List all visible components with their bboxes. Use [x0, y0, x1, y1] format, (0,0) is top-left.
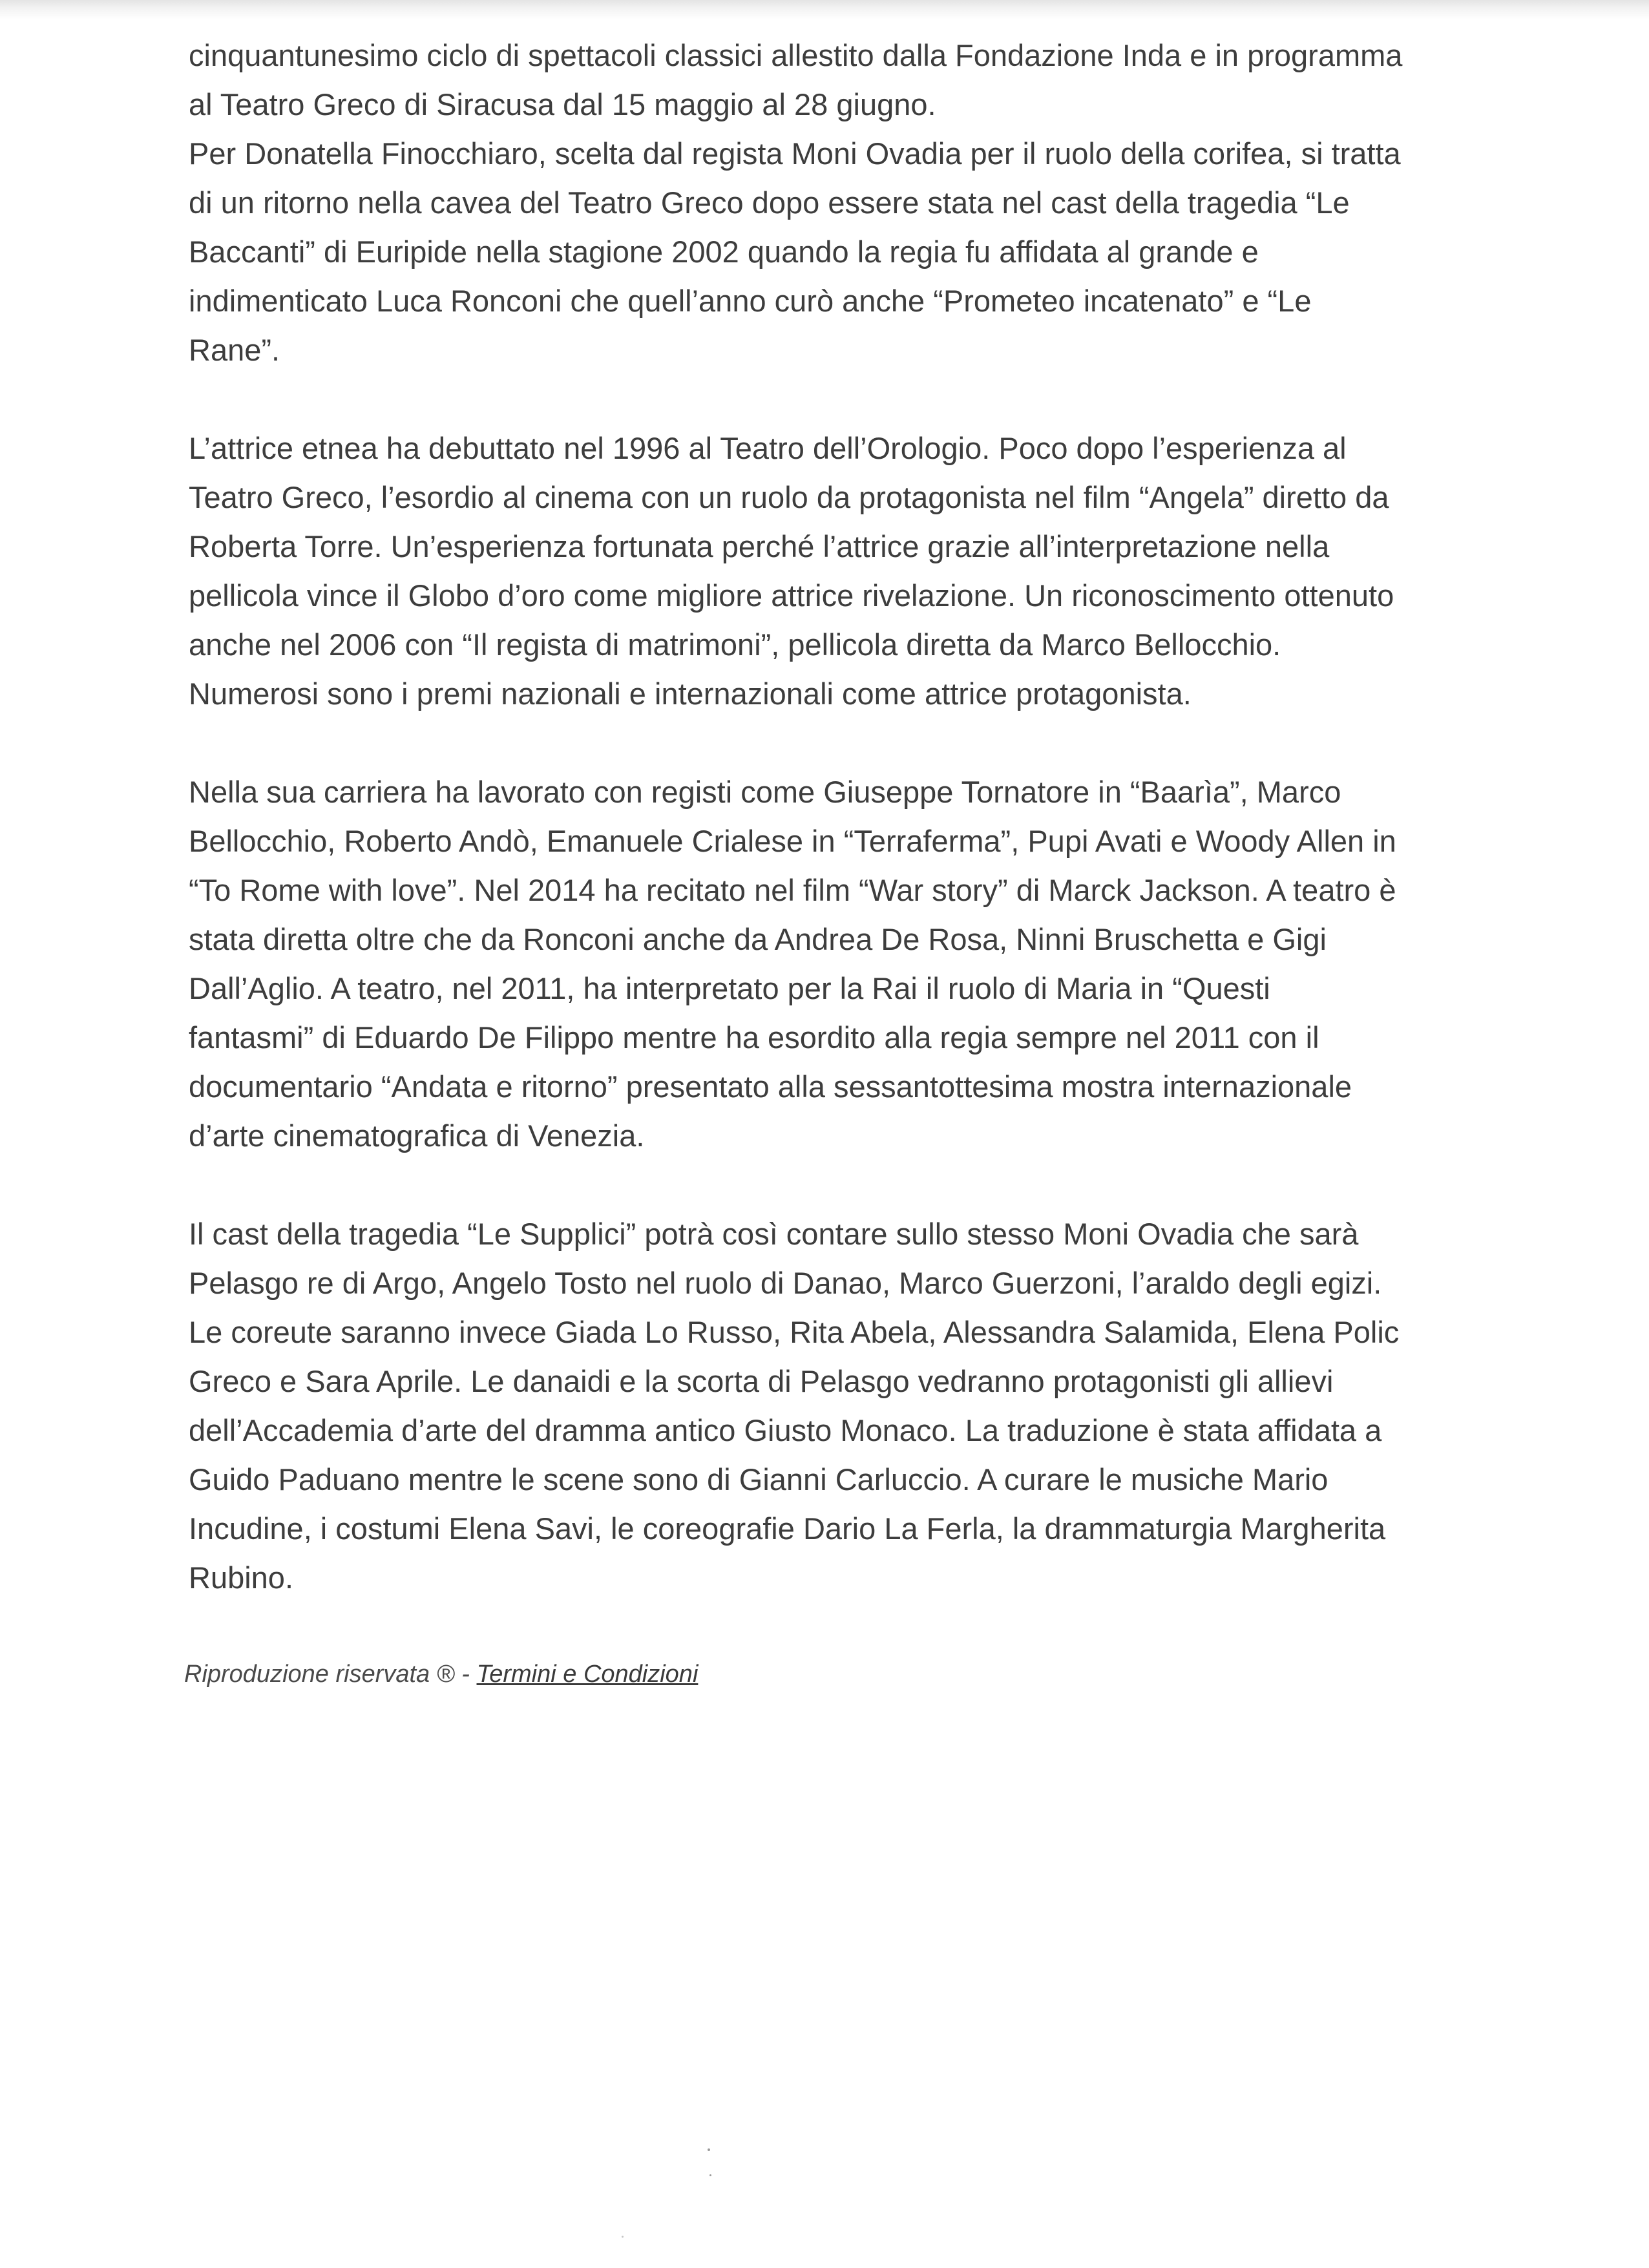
text-line: Numerosi sono i premi nazionali e internazionali come attrice protagonista.	[189, 677, 1192, 711]
text-line: Teatro Greco, l’esordio al cinema con un ruolo da protagonista nel film “Angela” diretto da	[189, 480, 1389, 514]
paragraph-1	[189, 31, 1500, 375]
text-line: al Teatro Greco di Siracusa dal 15 maggio al 28 giugno.	[189, 87, 936, 121]
paragraph-4	[189, 1210, 1500, 1602]
text-line: dell’Accademia d’arte del dramma antico Giusto Monaco. La traduzione è stata affidata a	[189, 1413, 1382, 1447]
paragraph-3	[189, 768, 1500, 1160]
footer-rights	[184, 1661, 698, 1688]
rights-text: Riproduzione riservata ® -	[184, 1661, 477, 1688]
text-line: Guido Paduano mentre le scene sono di Gianni Carluccio. A curare le musiche Mario	[189, 1462, 1329, 1496]
text-line: Dall’Aglio. A teatro, nel 2011, ha interpretato per la Rai il ruolo di Maria in “Questi	[189, 971, 1270, 1005]
text-line: stata diretta oltre che da Ronconi anche da Andrea De Rosa, Ninni Bruschetta e Gigi	[189, 922, 1327, 956]
paragraph-gap	[189, 375, 1500, 424]
text-line: indimenticato Luca Ronconi che quell’anno curò anche “Prometeo incatenato” e “Le	[189, 284, 1312, 318]
paragraph-gap	[189, 1160, 1500, 1210]
text-line: Nella sua carriera ha lavorato con registi come Giuseppe Tornatore in “Baarìa”, Marco	[189, 775, 1341, 809]
text-line: fantasmi” di Eduardo De Filippo mentre ha esordito alla regia sempre nel 2011 con il	[189, 1020, 1319, 1055]
text-line: L’attrice etnea ha debuttato nel 1996 al Teatro dell’Orologio. Poco dopo l’esperienza al	[189, 431, 1347, 465]
text-line: “To Rome with love”. Nel 2014 ha recitato nel film “War story” di Marck Jackson. A teatro è	[189, 873, 1396, 907]
scan-speck	[708, 2148, 710, 2151]
scan-edge-shadow	[0, 0, 1649, 19]
text-line: di un ritorno nella cavea del Teatro Greco dopo essere stata nel cast della tragedia “Le	[189, 185, 1350, 220]
article-body	[189, 31, 1500, 1602]
text-line: Rubino.	[189, 1560, 293, 1595]
text-line: Rane”.	[189, 333, 280, 367]
text-line: Greco e Sara Aprile. Le danaidi e la scorta di Pelasgo vedranno protagonisti gli allievi	[189, 1364, 1334, 1398]
text-line: anche nel 2006 con “Il regista di matrimoni”, pellicola diretta da Marco Bellocchio.	[189, 627, 1281, 662]
terms-link[interactable]: Termini e Condizioni	[476, 1661, 698, 1688]
text-line: Baccanti” di Euripide nella stagione 2002 quando la regia fu affidata al grande e	[189, 235, 1259, 269]
text-line: Bellocchio, Roberto Andò, Emanuele Crialese in “Terraferma”, Pupi Avati e Woody Allen in	[189, 824, 1396, 858]
text-line: Pelasgo re di Argo, Angelo Tosto nel ruolo di Danao, Marco Guerzoni, l’araldo degli egizi.	[189, 1266, 1382, 1300]
text-line: pellicola vince il Globo d’oro come migliore attrice rivelazione. Un riconoscimento ottenuto	[189, 578, 1394, 613]
text-line: cinquantunesimo ciclo di spettacoli classici allestito dalla Fondazione Inda e in programma	[189, 38, 1403, 72]
scan-speck	[709, 2174, 711, 2176]
text-line: d’arte cinematografica di Venezia.	[189, 1118, 645, 1153]
text-line: documentario “Andata e ritorno” presentato alla sessantottesima mostra internazionale	[189, 1069, 1352, 1104]
text-line: Roberta Torre. Un’esperienza fortunata perché l’attrice grazie all’interpretazione nella	[189, 529, 1330, 563]
text-line: Per Donatella Finocchiaro, scelta dal regista Moni Ovadia per il ruolo della corifea, si tratta	[189, 136, 1401, 171]
paragraph-gap	[189, 719, 1500, 768]
text-line: Il cast della tragedia “Le Supplici” potrà così contare sullo stesso Moni Ovadia che sarà	[189, 1217, 1359, 1251]
scan-speck	[622, 2236, 624, 2238]
text-line: Le coreute saranno invece Giada Lo Russo, Rita Abela, Alessandra Salamida, Elena Polic	[189, 1315, 1400, 1349]
text-line: Incudine, i costumi Elena Savi, le coreografie Dario La Ferla, la drammaturgia Margherita	[189, 1511, 1386, 1546]
paragraph-2	[189, 424, 1500, 719]
